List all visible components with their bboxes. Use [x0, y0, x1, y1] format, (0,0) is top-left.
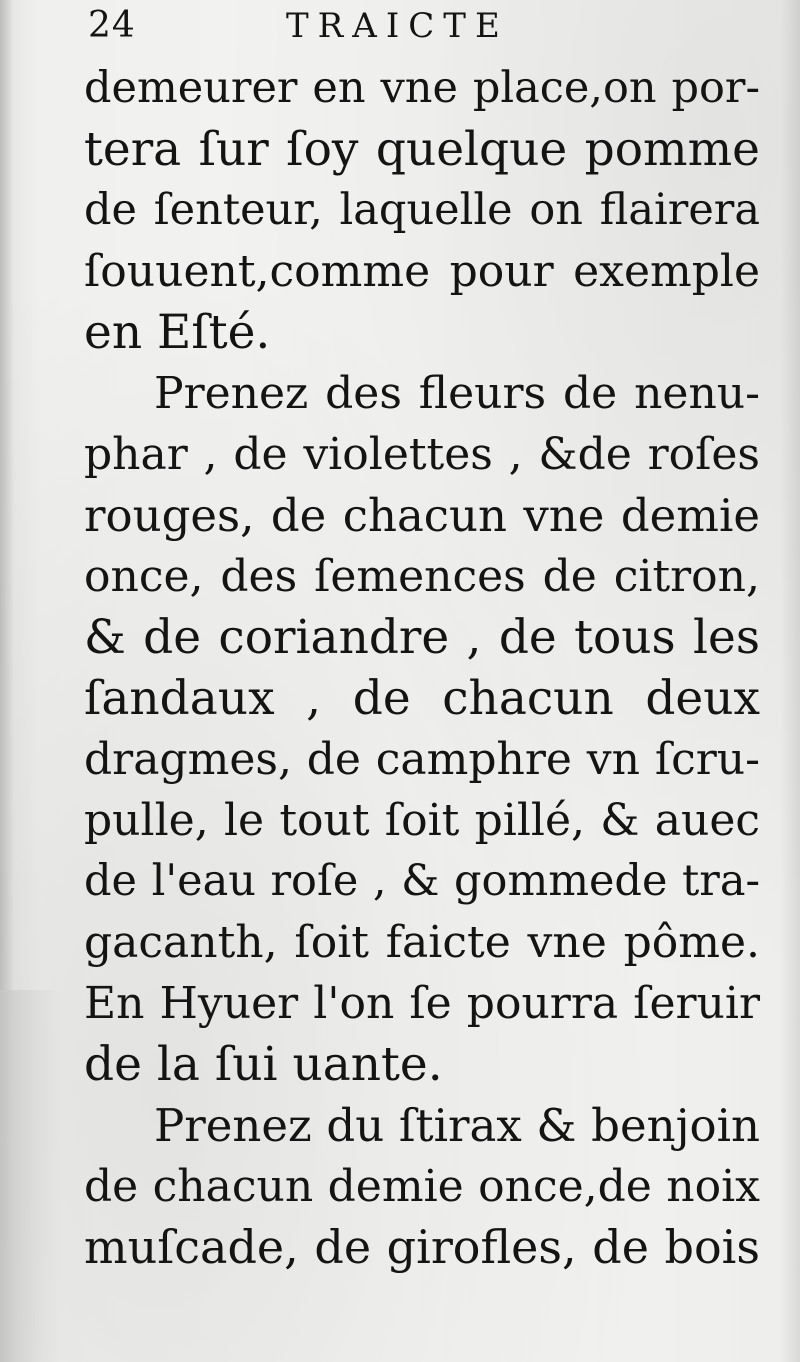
text-line: demeurer en vne place,on por- [84, 63, 760, 113]
page-stain [0, 990, 60, 1362]
text-line: de l'eau roſe , & gommede tra- [84, 856, 760, 906]
text-line: En Hyuer l'on ſe pourra ſeruir [84, 978, 760, 1029]
text-line: gacanth, ſoit faicte vne pôme. [84, 917, 760, 968]
text-line: de chacun demie once,de noix [84, 1161, 760, 1212]
text-line: dragmes, de camphre vn ſcru- [84, 734, 760, 785]
text-line: tera ſur ſoy quelque pomme [84, 122, 760, 177]
text-line: en Eſté. [84, 305, 271, 360]
text-line: once, des ſemences de citron, [84, 551, 760, 602]
page-header [88, 4, 608, 48]
text-line: de la ſui uante. [84, 1037, 443, 1092]
text-line: phar , de violettes , &de roſes [84, 429, 760, 480]
page-number: 24 [88, 5, 136, 46]
text-line: pulle, le tout ſoit pillé, & auec [84, 795, 760, 846]
text-line: muſcade, de girofles, de bois [84, 1220, 760, 1274]
text-line: ſouuent,comme pour exemple [84, 246, 760, 297]
text-line: ſandaux , de chacun deux [84, 671, 760, 726]
text-line: de ſenteur, laquelle on flairera [84, 185, 760, 235]
text-line: & de coriandre , de tous les [84, 610, 760, 665]
text-line: rouges, de chacun vne demie [84, 489, 760, 542]
paragraph-start-line: Prenez des fleurs de nenu- [154, 368, 760, 419]
paragraph-start-line: Prenez du ſtirax & benjoin [154, 1099, 760, 1152]
body-text [84, 58, 760, 1278]
running-title: TRAICTE [286, 6, 509, 46]
